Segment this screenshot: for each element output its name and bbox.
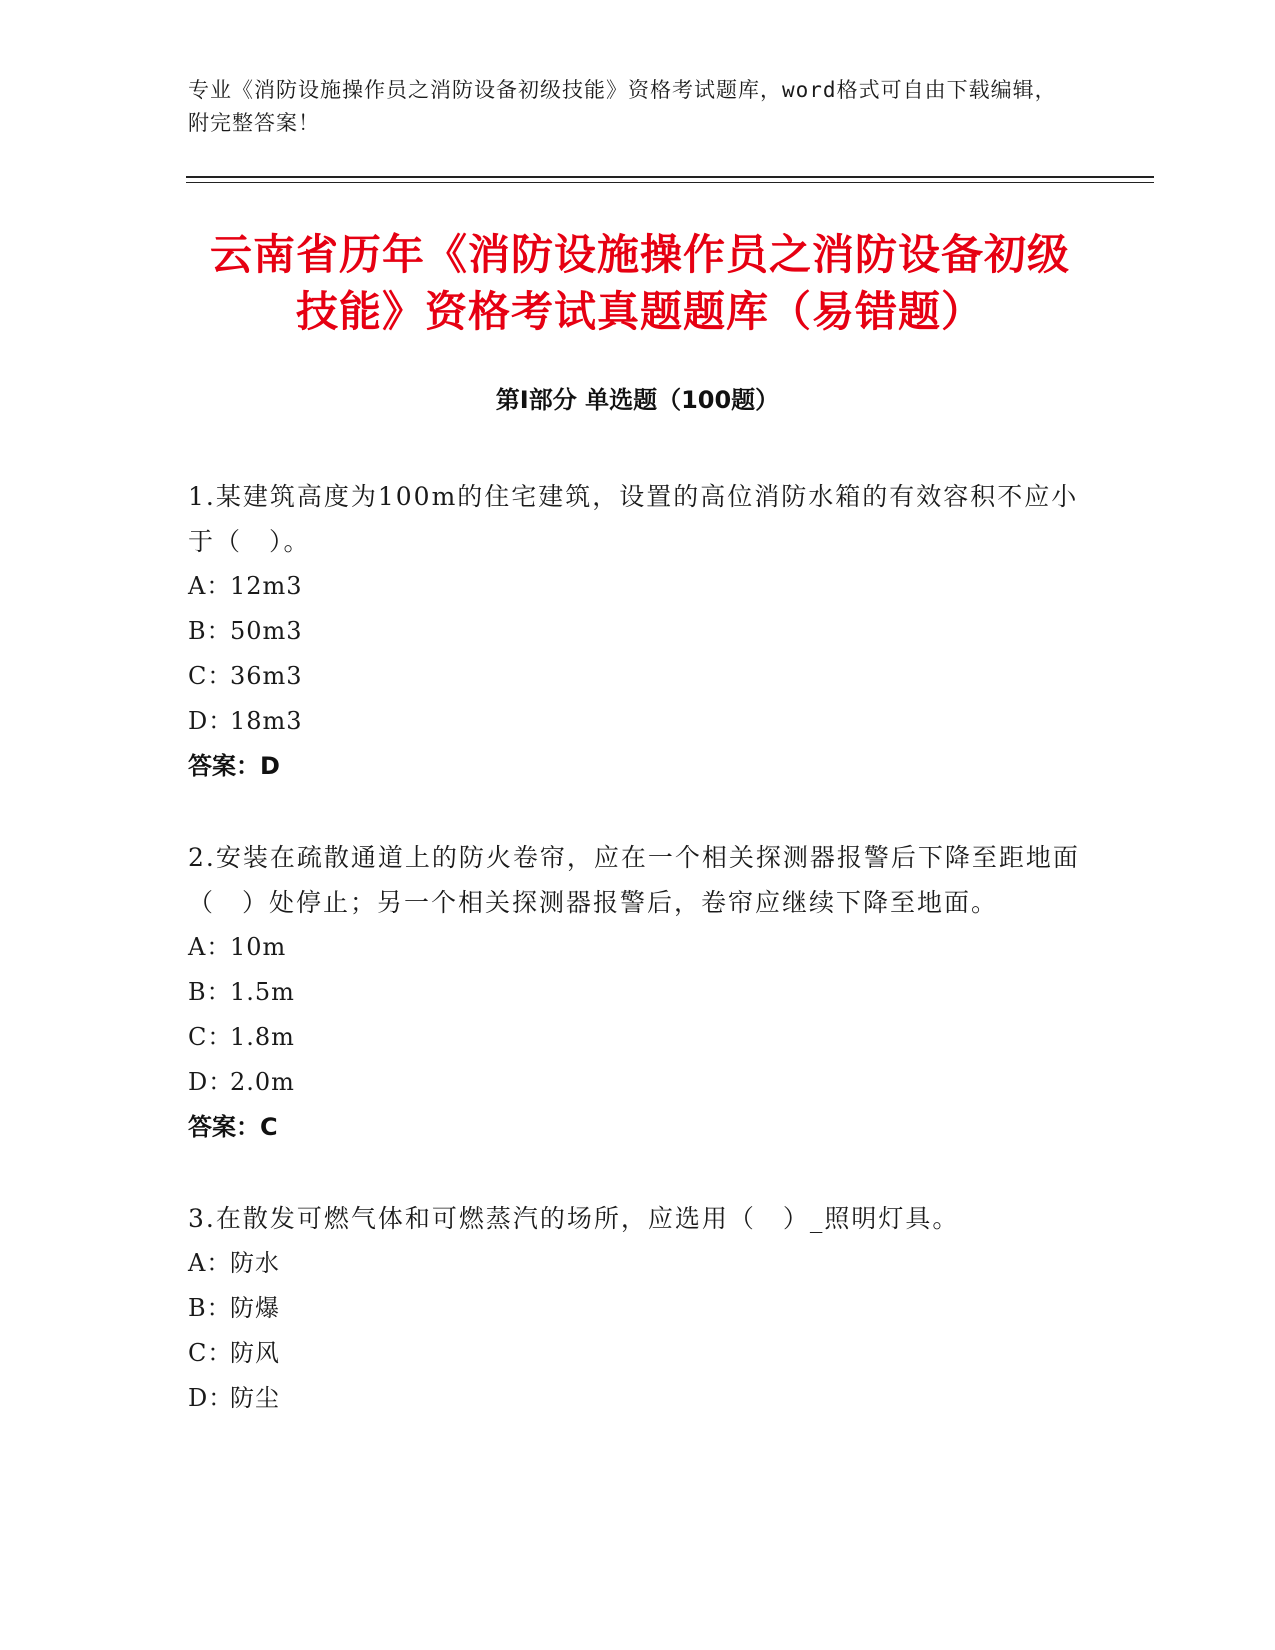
option-text: 防爆 <box>230 1294 280 1322</box>
option-key: B： <box>188 617 232 645</box>
option-text: 18m3 <box>230 707 303 735</box>
question-stem: 2.安装在疏散通道上的防火卷帘，应在一个相关探测器报警后下降至距地面（ ）处停止；另一个相关探测器报警后，卷帘应继续下降至地面。 <box>188 843 1080 917</box>
answer-line: 答案：C <box>188 1113 278 1141</box>
question-1 <box>188 474 1088 789</box>
document-title: 云南省历年《消防设施操作员之消防设备初级技能》资格考试真题题库（易错题） <box>209 230 1070 336</box>
option-key: D： <box>188 1068 234 1096</box>
option-c <box>188 654 1088 699</box>
option-text: 2.0m <box>230 1068 295 1096</box>
option-b <box>188 609 1088 654</box>
option-text: 1.5m <box>230 978 295 1006</box>
option-text: 防尘 <box>230 1384 280 1412</box>
question-2 <box>188 835 1088 1150</box>
option-c <box>188 1015 1088 1060</box>
option-a <box>188 564 1088 609</box>
option-d <box>188 699 1088 744</box>
answer-line: 答案：D <box>188 752 280 780</box>
option-key: B： <box>188 1294 232 1322</box>
option-b <box>188 970 1088 1015</box>
option-key: A： <box>188 1249 232 1277</box>
section-title: 第Ⅰ部分 单选题（100题） <box>495 386 780 414</box>
question-3 <box>188 1196 1088 1421</box>
question-list <box>188 474 1088 1467</box>
question-stem: 1.某建筑高度为100m的住宅建筑，设置的高位消防水箱的有效容积不应小于（ ）。 <box>188 482 1079 556</box>
option-key: D： <box>188 1384 234 1412</box>
option-c <box>188 1331 1088 1376</box>
option-d <box>188 1060 1088 1105</box>
header-divider-thick <box>186 176 1154 178</box>
option-text: 防风 <box>230 1339 280 1367</box>
option-text: 10m <box>230 933 287 961</box>
header-note: 专业《消防设施操作员之消防设备初级技能》资格考试题库，word格式可自由下载编辑，附完整答案！ <box>188 78 1057 135</box>
option-key: D： <box>188 707 234 735</box>
option-key: B： <box>188 978 232 1006</box>
option-key: A： <box>188 933 232 961</box>
header-divider-thin <box>186 182 1154 183</box>
option-text: 防水 <box>230 1249 280 1277</box>
option-text: 36m3 <box>230 662 303 690</box>
option-key: C： <box>188 1339 233 1367</box>
option-b <box>188 1286 1088 1331</box>
option-d <box>188 1376 1088 1421</box>
option-text: 12m3 <box>230 572 303 600</box>
option-text: 1.8m <box>230 1023 295 1051</box>
option-a <box>188 925 1088 970</box>
option-key: C： <box>188 662 233 690</box>
option-key: A： <box>188 572 232 600</box>
option-key: C： <box>188 1023 233 1051</box>
option-a <box>188 1241 1088 1286</box>
option-text: 50m3 <box>230 617 303 645</box>
question-stem: 3.在散发可燃气体和可燃蒸汽的场所，应选用（ ）_照明灯具。 <box>188 1204 960 1233</box>
